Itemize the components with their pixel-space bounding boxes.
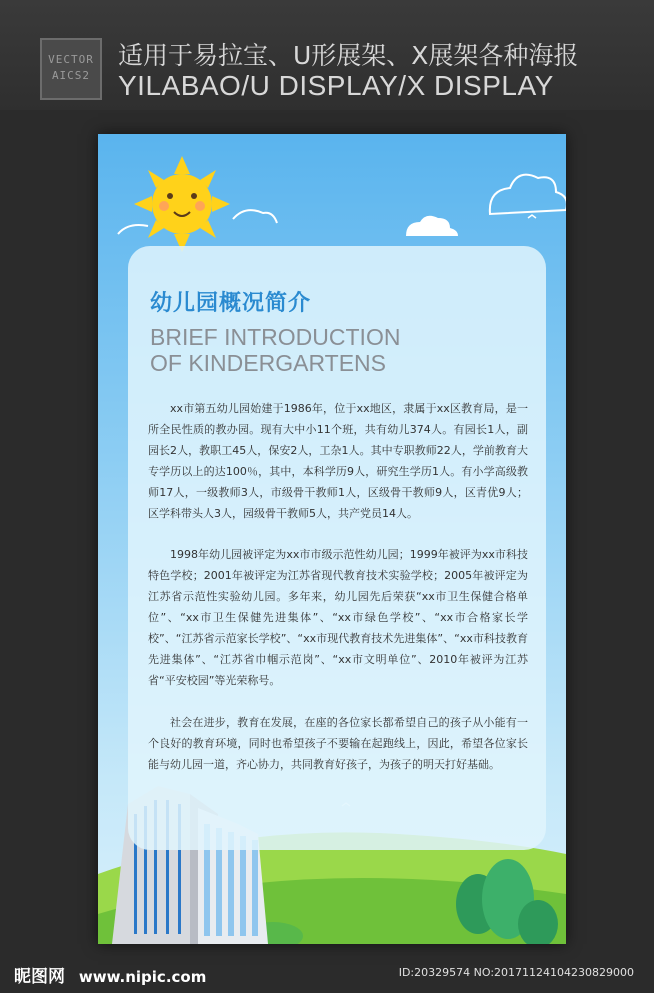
panel-subtitle (150, 324, 530, 376)
subtitle-line2: OF KINDERGARTENS (150, 350, 386, 376)
panel-title: 幼儿园概况简介 (150, 291, 312, 316)
bird-icon (528, 215, 536, 218)
intro-panel (128, 246, 546, 850)
badge-line1: VECTOR (48, 53, 94, 66)
vector-badge (40, 38, 102, 100)
header-title-en: YILABAO/U DISPLAY/X DISPLAY (118, 70, 554, 101)
footer-bar (0, 958, 654, 993)
sun-icon (134, 156, 230, 252)
logo-text: 昵图网 (14, 967, 65, 987)
site-url: www.nipic.com (78, 968, 207, 986)
badge-line2: AICS2 (51, 69, 91, 82)
subtitle-line1: BRIEF INTRODUCTION (150, 324, 401, 350)
header-band (0, 0, 654, 110)
cloud-icon (406, 216, 458, 236)
paragraph-2: 1998年幼儿园被评定为xx市市级示范性幼儿园；1999年被评为xx市科技特色学校；2001年被评定为江苏省现代教育技术实验学校；2005年被评定为江苏省示范性实验幼儿园。多年来，幼儿园先后荣获“xx市卫生保健合格单位”、“xx市卫生保健先进集体”、“xx市绿色学校”、“xx市合格家长学校”、“江苏省示范家长学校”、“xx市现代教育技术先进集体”、“xx市科技教育先进集体”、“江苏省巾帼示范岗”、“xx市文明单位”、2010年被评为江苏省“平安校园”等光荣称号。 (148, 548, 528, 687)
header-title-cn: 适用于易拉宝、U形展架、X展架各种海报 (118, 41, 579, 70)
poster (98, 134, 566, 944)
paragraph-1: xx市第五幼儿园始建于1986年，位于xx地区，隶属于xx区教育局，是一所全民性质的教办园。现有大中小11个班，共有幼儿374人。有园长1人，副园长2人，教职工45人，保安2人，工杂1人。其中专职教师22人，学前教育大专学历以上的达100％，其中，本科学历9人，研究生学历1人。有小学高级教师17人，一级教师3人，市级骨干教师1人，区级骨干教师9人，区青优9人；区学科带头人3人，园级骨干教师5人，共产党员14人。 (148, 402, 528, 520)
nipic-logo (14, 962, 206, 987)
cloud-icon (490, 175, 566, 214)
image-id-text: ID:20329574 NO:20171124104230829000 (398, 966, 634, 979)
paragraph-3: 社会在进步，教育在发展，在座的各位家长都希望自己的孩子从小能有一个良好的教育环境，同时也希望孩子不要输在起跑线上，因此，希望各位家长能与幼儿园一道，齐心协力，共同教育好孩子，为孩子的明天打好基础。 (148, 716, 528, 771)
